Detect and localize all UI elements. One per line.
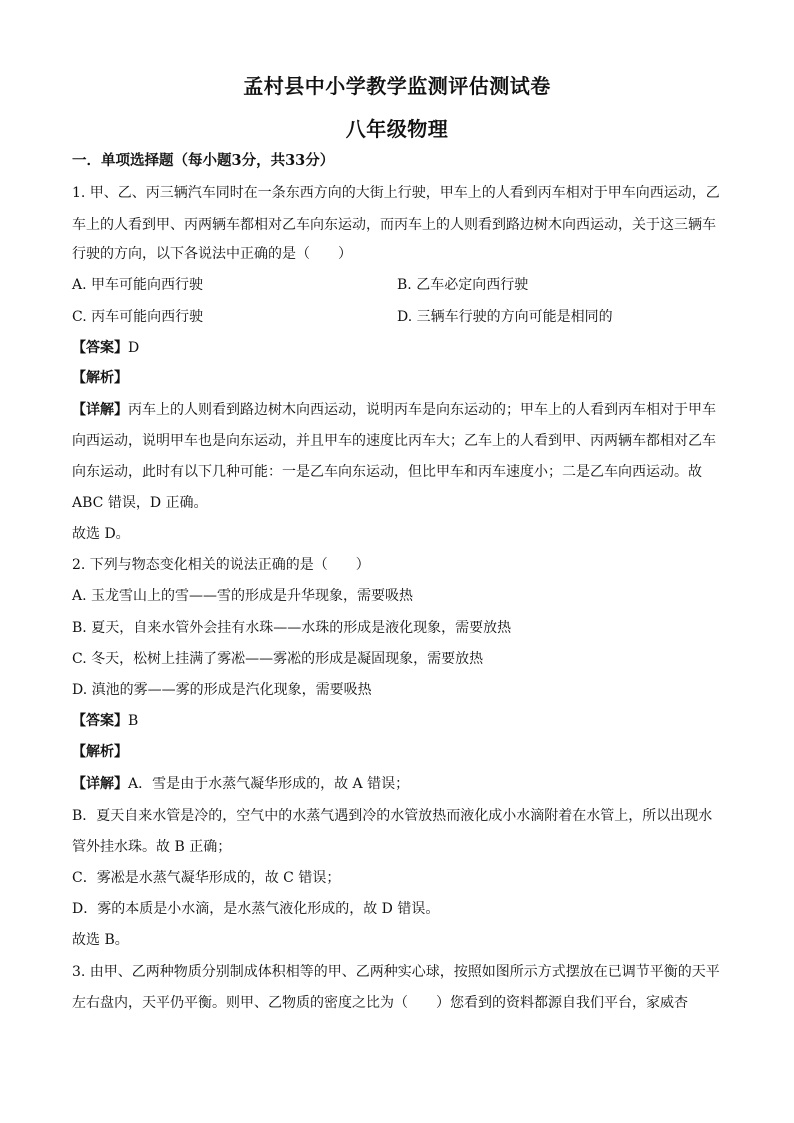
answer-tag: 【答案】 xyxy=(72,713,128,729)
q1-conclusion: 故选 D。 xyxy=(72,526,130,542)
detail-tag: 【详解】 xyxy=(72,776,128,792)
analysis-tag: 【解析】 xyxy=(72,744,128,760)
detail-text: 丙车上的人则看到路边树木向西运动，说明丙车是向东运动的；甲车上的人看到丙车相对于甲车 xyxy=(128,402,716,418)
q2-option-c: C. 冬天，松树上挂满了雾凇——雾凇的形成是凝固现象，需要放热 xyxy=(72,651,484,667)
answer-value: B xyxy=(128,713,139,729)
q1-stem-line-2: 车上的人看到甲、丙两辆车都相对乙车向东运动，而丙车上的人则看到路边树木向西运动，关于这三辆车 xyxy=(72,217,716,233)
q1-detail-line-2: 向西运动，说明甲车也是向东运动，并且甲车的速度比丙车大；乙车上的人看到甲、丙两辆车都相对乙车 xyxy=(72,433,716,449)
q1-option-b: B. 乙车必定向西行驶 xyxy=(397,277,529,293)
section-heading: 一．单项选择题（每小题3分，共33分） xyxy=(72,152,335,169)
q2-stem: 2. 下列与物态变化相关的说法正确的是（ ） xyxy=(72,557,370,573)
detail-text: A．雪是由于水蒸气凝华形成的，故 A 错误； xyxy=(128,776,410,792)
q1-analysis-tag xyxy=(72,368,722,388)
q1-detail-line-4: ABC 错误，D 正确。 xyxy=(72,495,208,511)
q1-detail-line-1 xyxy=(72,400,722,420)
analysis-tag: 【解析】 xyxy=(72,370,128,386)
q2-option-b: B. 夏天，自来水管外会挂有水珠——水珠的形成是液化现象，需要放热 xyxy=(72,620,512,636)
answer-tag: 【答案】 xyxy=(72,340,128,356)
q1-option-c: C. 丙车可能向西行驶 xyxy=(72,309,204,325)
exam-subtitle: 八年级物理 xyxy=(345,117,449,141)
q3-stem-line-1: 3. 由甲、乙两种物质分别制成体积相等的甲、乙两种实心球，按照如图所示方式摆放在已调节平衡的天平 xyxy=(72,964,720,980)
q1-detail-line-3: 向东运动，此时有以下几种可能：一是乙车向东运动，但比甲车和丙车速度小；二是乙车向西运动。故 xyxy=(72,464,702,480)
q1-stem-line-1: 1. 甲、乙、丙三辆汽车同时在一条东西方向的大街上行驶，甲车上的人看到丙车相对于甲车向西运动，乙 xyxy=(72,185,720,201)
q1-stem-line-3: 行驶的方向，以下各说法中正确的是（ ） xyxy=(72,246,352,262)
q2-option-d: D. 滇池的雾——雾的形成是汽化现象，需要吸热 xyxy=(72,682,372,698)
q2-detail-line-4: C．雾凇是水蒸气凝华形成的，故 C 错误； xyxy=(72,870,341,886)
answer-value: D xyxy=(128,340,140,356)
q2-option-a: A. 玉龙雪山上的雪——雪的形成是升华现象，需要吸热 xyxy=(72,588,414,604)
q1-option-d: D. 三辆车行驶的方向可能是相同的 xyxy=(397,309,613,325)
q2-analysis-tag xyxy=(72,742,722,762)
q2-conclusion: 故选 B。 xyxy=(72,932,129,948)
q2-detail-line-2: B．夏天自来水管是冷的，空气中的水蒸气遇到冷的水管放热而液化成小水滴附着在水管上，所以出现水 xyxy=(72,808,713,824)
q2-detail-line-3: 管外挂水珠。故 B 正确； xyxy=(72,839,232,855)
detail-tag: 【详解】 xyxy=(72,402,128,418)
q2-answer xyxy=(72,711,722,731)
q1-option-a: A. 甲车可能向西行驶 xyxy=(72,277,204,293)
q1-answer xyxy=(72,338,722,358)
exam-title: 孟村县中小学教学监测评估测试卷 xyxy=(243,74,551,98)
q3-stem-line-2: 左右盘内，天平仍平衡。则甲、乙物质的密度之比为（ ）您看到的资料都源自我们平台，家威杏 xyxy=(72,995,688,1011)
q2-detail-line-5: D．雾的本质是小水滴，是水蒸气液化形成的，故 D 错误。 xyxy=(72,901,440,917)
q2-detail-line-1 xyxy=(72,774,722,794)
